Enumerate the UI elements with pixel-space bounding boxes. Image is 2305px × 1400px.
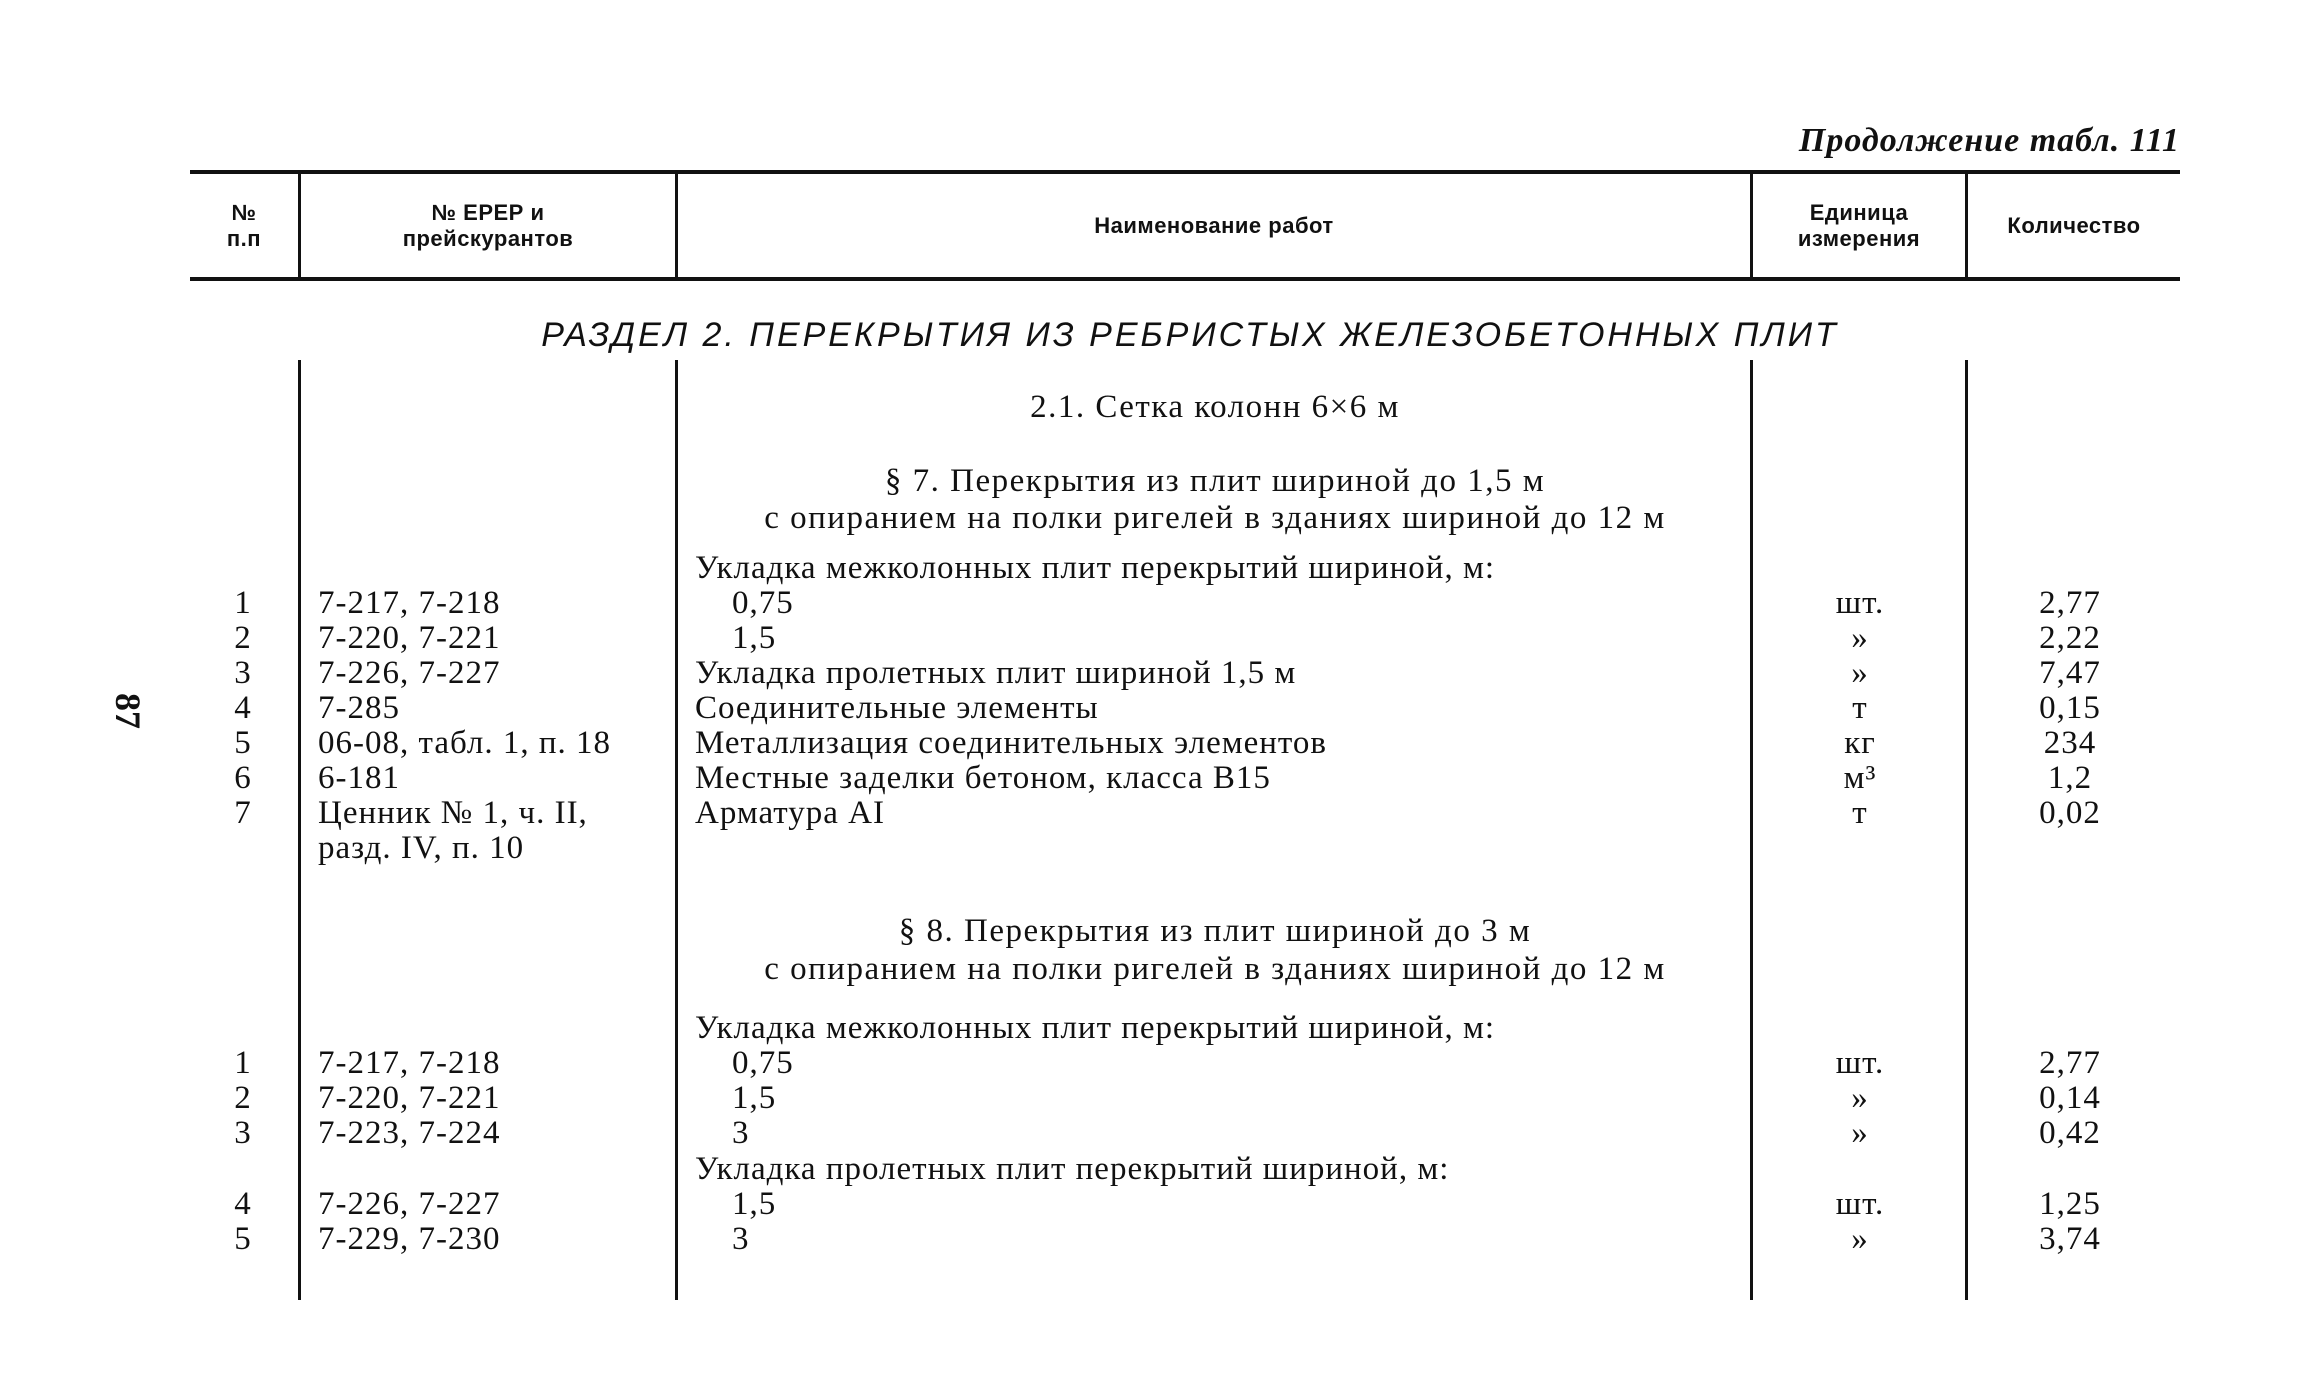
row-unit: кг	[1844, 725, 1876, 761]
row-quantity: 2,22	[2039, 620, 2101, 656]
row-number: 5	[234, 1221, 252, 1257]
row-quantity: 0,02	[2039, 795, 2101, 831]
row-quantity: 0,42	[2039, 1115, 2101, 1151]
row-name: 1,5	[732, 1080, 777, 1116]
row-code: 06-08, табл. 1, п. 18	[318, 725, 612, 761]
row-name: 1,5	[732, 620, 777, 656]
paragraph-8-group-heading-2: Укладка пролетных плит перекрытий шириной, м:	[695, 1151, 1450, 1187]
paragraph-8-group-heading-1: Укладка межколонных плит перекрытий шириной, м:	[695, 1010, 1496, 1046]
row-number: 1	[234, 1045, 252, 1081]
row-code: 7-226, 7-227	[318, 1186, 501, 1222]
header-col-unit: Единица измерения	[1797, 200, 1921, 251]
row-quantity: 1,25	[2039, 1186, 2101, 1222]
header-col-name: Наименование работ	[1094, 213, 1334, 238]
body-divider-1	[298, 360, 301, 1300]
row-number: 7	[234, 795, 252, 831]
row-number: 6	[234, 760, 252, 796]
row-number: 4	[234, 690, 252, 726]
row-unit: шт.	[1835, 1186, 1885, 1222]
row-quantity: 2,77	[2039, 585, 2101, 621]
row-name: 0,75	[732, 1045, 794, 1081]
row-code: 7-223, 7-224	[318, 1115, 501, 1151]
subsection-title: 2.1. Сетка колонн 6×6 м	[1030, 389, 1400, 425]
row-name: 0,75	[732, 585, 794, 621]
table-continuation-label: Продолжение табл. 111	[1798, 122, 2180, 159]
section-title: РАЗДЕЛ 2. ПЕРЕКРЫТИЯ ИЗ РЕБРИСТЫХ ЖЕЛЕЗОБЕТОННЫХ ПЛИТ	[541, 316, 1839, 354]
row-quantity: 7,47	[2039, 655, 2101, 691]
row-name: Металлизация соединительных элементов	[695, 725, 1327, 761]
row-code: 6-181	[318, 760, 400, 796]
row-name: 1,5	[732, 1186, 777, 1222]
row-quantity: 1,2	[2047, 760, 2093, 796]
row-unit: т	[1852, 690, 1868, 726]
body-divider-3	[1750, 360, 1753, 1300]
row-code: 7-226, 7-227	[318, 655, 501, 691]
row-unit: шт.	[1835, 585, 1885, 621]
paragraph-7-title-line1: § 7. Перекрытия из плит шириной до 1,5 м	[884, 463, 1546, 499]
row-quantity: 3,74	[2039, 1221, 2101, 1257]
row-code: 7-220, 7-221	[318, 1080, 501, 1116]
header-col-quantity: Количество	[2007, 213, 2141, 238]
row-quantity: 2,77	[2039, 1045, 2101, 1081]
row-name: Местные заделки бетоном, класса В15	[695, 760, 1271, 796]
header-col-code: № ЕРЕР и прейскурантов	[402, 200, 574, 251]
row-code: 7-217, 7-218	[318, 585, 501, 621]
row-unit: »	[1851, 620, 1869, 656]
row-name: Арматура AI	[695, 795, 885, 831]
row-number: 2	[234, 620, 252, 656]
row-unit: м³	[1843, 760, 1877, 796]
row-unit: т	[1852, 795, 1868, 831]
row-unit: »	[1851, 655, 1869, 691]
body-divider-2	[675, 360, 678, 1300]
row-code-continued: разд. IV, п. 10	[318, 830, 525, 866]
row-unit: шт.	[1835, 1045, 1885, 1081]
row-number: 4	[234, 1186, 252, 1222]
paragraph-7-title-line2: с опиранием на полки ригелей в зданиях шириной до 12 м	[764, 500, 1666, 536]
row-number: 3	[234, 1115, 252, 1151]
row-number: 1	[234, 585, 252, 621]
paragraph-7-group-heading: Укладка межколонных плит перекрытий шириной, м:	[695, 550, 1496, 586]
row-name: Укладка пролетных плит шириной 1,5 м	[695, 655, 1297, 691]
header-col-number: № п.п	[226, 200, 262, 251]
row-quantity: 0,14	[2039, 1080, 2101, 1116]
row-code: 7-220, 7-221	[318, 620, 501, 656]
row-quantity: 234	[2043, 725, 2097, 761]
row-quantity: 0,15	[2039, 690, 2101, 726]
row-unit: »	[1851, 1115, 1869, 1151]
row-name: Соединительные элементы	[695, 690, 1099, 726]
row-unit: »	[1851, 1080, 1869, 1116]
row-number: 3	[234, 655, 252, 691]
row-number: 5	[234, 725, 252, 761]
row-code: 7-217, 7-218	[318, 1045, 501, 1081]
row-name: 3	[732, 1221, 750, 1257]
page-number: 87	[108, 693, 148, 729]
row-code: 7-229, 7-230	[318, 1221, 501, 1257]
row-name: 3	[732, 1115, 750, 1151]
paragraph-8-title-line1: § 8. Перекрытия из плит шириной до 3 м	[898, 913, 1532, 949]
row-code: Ценник № 1, ч. II,	[318, 795, 588, 831]
paragraph-8-title-line2: с опиранием на полки ригелей в зданиях шириной до 12 м	[764, 951, 1666, 987]
body-divider-4	[1965, 360, 1968, 1300]
row-code: 7-285	[318, 690, 400, 726]
row-unit: »	[1851, 1221, 1869, 1257]
row-number: 2	[234, 1080, 252, 1116]
